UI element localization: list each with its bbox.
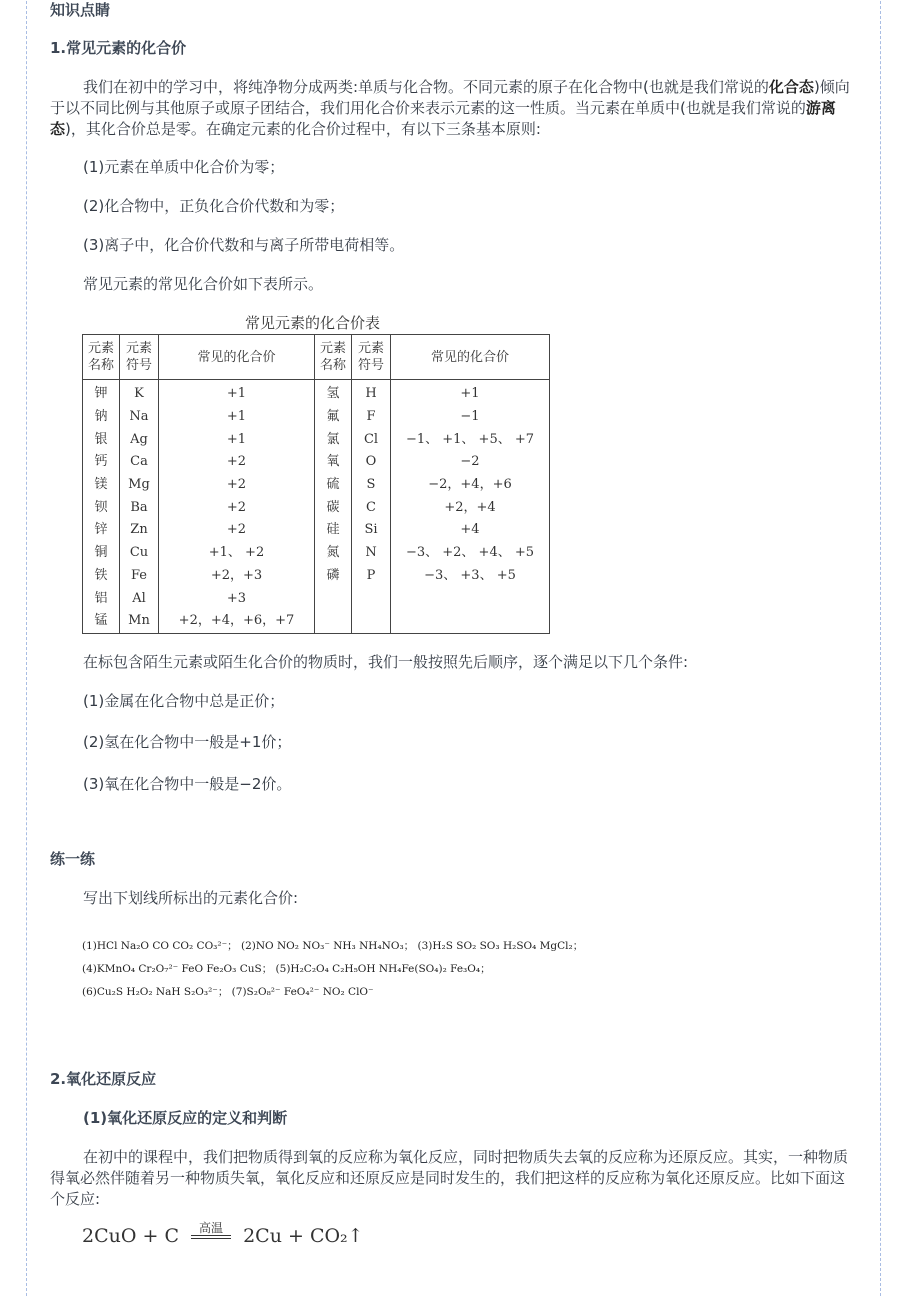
table-cell: +4 [391,519,550,542]
table-cell: +2，+3 [159,565,315,588]
table-cell: 钡 [83,496,120,519]
table-header: 元素名称 [83,335,120,380]
table-cell: 硅 [315,519,352,542]
table-cell: +1 [159,406,315,429]
table-header: 元素符号 [120,335,159,380]
table-cell: S [352,474,391,497]
table-cell: 氟 [315,406,352,429]
table-cell: C [352,496,391,519]
table-cell: O [352,451,391,474]
table-row [83,428,550,451]
table-cell: Cl [352,428,391,451]
table-cell: −1、 +1、 +5、 +7 [391,428,550,451]
table-cell: +2，+4，+6，+7 [159,610,315,633]
table-cell [391,587,550,610]
table-row [83,380,550,406]
reaction-equation [82,1221,364,1247]
table-cell: 锌 [83,519,120,542]
table-cell: 磷 [315,565,352,588]
table-cell [315,587,352,610]
table-cell: 钾 [83,380,120,406]
intro-text-a: 我们在初中的学习中，将纯净物分成两类:单质与化合物。不同元素的原子在化合物中(也就是我们常说的 [83,78,769,96]
exercise-line-3: (6)Cu₂S H₂O₂ NaH S₂O₃²⁻； (7)S₂O₈²⁻ FeO₄²⁻ NO₂ ClO⁻ [82,986,374,998]
reaction-condition [191,1221,231,1239]
table-cell: +1、 +2 [159,542,315,565]
table-cell: 氧 [315,451,352,474]
table-cell: Si [352,519,391,542]
table-row [83,406,550,429]
table-row [83,610,550,633]
condition-1: (1)金属在化合物中总是正价； [83,692,285,710]
table-cell: −3、 +2、 +4、 +5 [391,542,550,565]
table-cell: Na [120,406,159,429]
table-cell: H [352,380,391,406]
table-cell: −2 [391,451,550,474]
table-cell: 氯 [315,428,352,451]
equals-sign [191,1235,231,1239]
table-cell: Ba [120,496,159,519]
intro-text-b: )倾向于以不同比例与其他原子或原子团结合，我们用化合价来表示元素的这一性质。当元素在单质中(也就是我们常说的 [50,78,850,117]
table-cell: 锰 [83,610,120,633]
table-cell: 镁 [83,474,120,497]
table-cell: Ag [120,428,159,451]
table-cell: 氮 [315,542,352,565]
table-cell: +2 [159,496,315,519]
table-cell: 钠 [83,406,120,429]
table-cell: 碳 [315,496,352,519]
practice-instruction: 写出下划线所标出的元素化合价: [83,889,299,907]
equation-products: 2Cu + CO₂↑ [243,1225,364,1247]
rule-2: (2)化合物中，正负化合价代数和为零； [83,197,345,215]
valence-table [82,334,550,634]
table-intro: 常见元素的常见化合价如下表所示。 [83,275,324,293]
table-cell: +1 [391,380,550,406]
table-cell: Fe [120,565,159,588]
table-row [83,451,550,474]
equation-reactants: 2CuO + C [82,1225,179,1247]
table-cell: 氢 [315,380,352,406]
table-cell: −2，+4，+6 [391,474,550,497]
table-row [83,587,550,610]
table-title: 常见元素的化合价表 [245,314,381,332]
heading-valence: 1.常见元素的化合价 [50,39,187,57]
table-cell: +2，+4 [391,496,550,519]
heading-redox: 2.氧化还原反应 [50,1070,157,1088]
table-header: 元素名称 [315,335,352,380]
table-cell: +3 [159,587,315,610]
table-cell: Cu [120,542,159,565]
term-combined-state: 化合态 [768,78,814,96]
table-cell: 硫 [315,474,352,497]
table-cell: +2 [159,519,315,542]
table-cell: Al [120,587,159,610]
table-cell: +2 [159,451,315,474]
condition-intro: 在标包含陌生元素或陌生化合价的物质时，我们一般按照先后顺序，逐个满足以下几个条件: [83,653,689,671]
intro-paragraph [50,77,855,140]
table-cell [315,610,352,633]
exercise-line-1: (1)HCl Na₂O CO CO₂ CO₃²⁻； (2)NO NO₂ NO₃⁻ NH₃ NH₄NO₃； (3)H₂S SO₂ SO₃ H₂SO₄ MgCl₂； [82,940,584,952]
table-header: 常见的化合价 [391,335,550,380]
table-cell: −1 [391,406,550,429]
rule-1: (1)元素在单质中化合价为零； [83,158,285,176]
table-header: 元素符号 [352,335,391,380]
redox-paragraph: 在初中的课程中，我们把物质得到氧的反应称为氧化反应，同时把物质失去氧的反应称为还原反应。其实，一种物质得氧必然伴随着另一种物质失氧，氧化反应和还原反应是同时发生的，我们把这样的反应称为氧化还原反应。比如下面这个反应: [50,1148,849,1208]
table-cell: −3、 +3、 +5 [391,565,550,588]
table-cell: 钙 [83,451,120,474]
table-cell: Mg [120,474,159,497]
exercise-line-2: (4)KMnO₄ Cr₂O₇²⁻ FeO Fe₂O₃ CuS； (5)H₂C₂O₄ C₂H₅OH NH₄Fe(SO₄)₂ Fe₃O₄； [82,963,491,975]
table-header: 常见的化合价 [159,335,315,380]
table-cell: +1 [159,428,315,451]
table-cell: P [352,565,391,588]
table-cell: 铜 [83,542,120,565]
rule-3: (3)离子中，化合价代数和与离子所带电荷相等。 [83,236,405,254]
table-cell: F [352,406,391,429]
subheading-redox-definition: (1)氧化还原反应的定义和判断 [83,1109,288,1127]
condition-label: 高温 [199,1221,224,1235]
table-row [83,474,550,497]
term-free-state: 游离态 [50,99,836,138]
table-cell [391,610,550,633]
table-row [83,565,550,588]
table-cell [352,587,391,610]
table-cell: K [120,380,159,406]
table-cell: +1 [159,380,315,406]
condition-2: (2)氢在化合物中一般是+1价； [83,733,292,751]
table-row [83,542,550,565]
table-cell: 银 [83,428,120,451]
condition-3: (3)氧在化合物中一般是−2价。 [83,775,292,793]
table-cell: N [352,542,391,565]
table-cell: Mn [120,610,159,633]
table-cell: +2 [159,474,315,497]
table-cell: 铁 [83,565,120,588]
section-title: 知识点睛 [50,1,111,19]
intro-text-c: )，其化合价总是零。在确定元素的化合价过程中，有以下三条基本原则: [65,120,541,138]
table-row [83,496,550,519]
table-cell: 铝 [83,587,120,610]
practice-heading: 练一练 [50,850,96,868]
table-cell: Ca [120,451,159,474]
table-cell [352,610,391,633]
table-row [83,519,550,542]
table-cell: Zn [120,519,159,542]
page-frame [26,0,881,1296]
